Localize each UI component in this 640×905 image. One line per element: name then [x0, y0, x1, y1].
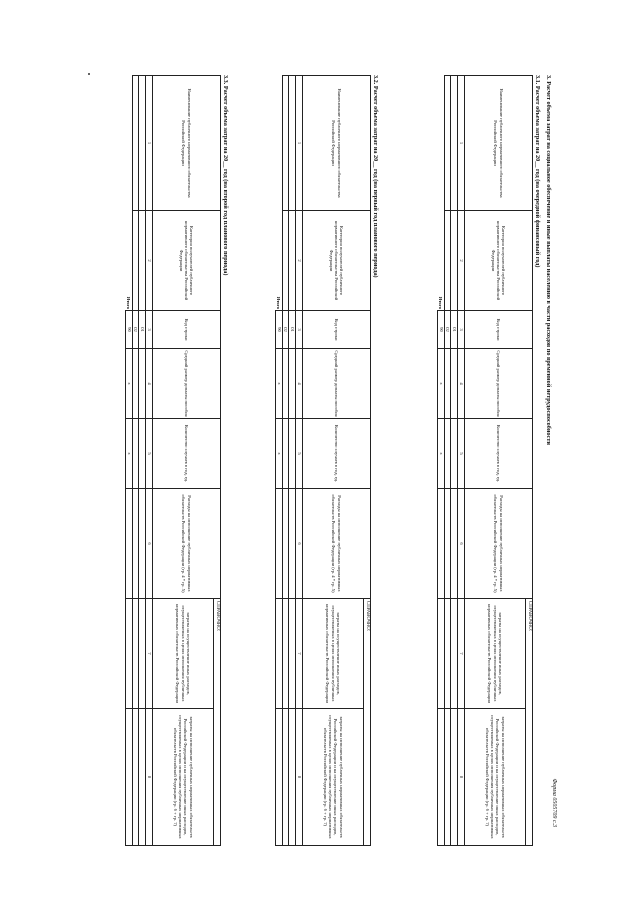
col-header-category: Категория получателей публичного нормативного обязательства Российской Федерации	[465, 211, 533, 311]
col-header-cases: Количество случаев в год, ед.	[465, 419, 533, 489]
table-row: 02	[444, 76, 451, 846]
col-header-expenses: Расходы на исполнение публичных нормативных обязательств Российской Федерации (гр. 4 * гр. 5)	[465, 489, 533, 599]
rotated-form	[50, 65, 560, 845]
col-header-expenses: Расходы на исполнение публичных нормативных обязательств Российской Федерации (гр. 4 * гр. 5)	[153, 489, 221, 599]
column-number-row: 1 2 3 4 5 6 7 8	[296, 76, 303, 846]
section-title: 3.3. Расчет объема затрат на 20__ год (на второй год планового периода)	[222, 75, 229, 276]
col-header-reference: СПРАВОЧНО:	[364, 599, 371, 846]
table-row: 01	[289, 76, 296, 846]
col-header-reference: СПРАВОЧНО:	[526, 599, 533, 846]
col-header-cases: Количество случаев в год, ед.	[153, 419, 221, 489]
col-header-cases: Количество случаев в год, ед.	[303, 419, 371, 489]
column-number-row: 1 2 3 4 5 6 7 8	[146, 76, 153, 846]
column-number-row: 1 2 3 4 5 6 7 8	[458, 76, 465, 846]
form-number: Форма 0505709 с.3	[551, 778, 557, 827]
col-header-name: Наименование публичного нормативного обязательства Российской Федерации	[465, 76, 533, 211]
col-header-reference: СПРАВОЧНО:	[214, 599, 221, 846]
calculation-table	[125, 75, 221, 846]
total-row: Итого 90 x x	[438, 76, 445, 846]
total-label: Итого	[126, 211, 133, 311]
section-title: 3.2. Расчет объема затрат на 20__ год (на первый год планового периода)	[372, 75, 379, 278]
col-header-code: Код строки	[153, 311, 221, 349]
section-3-2	[275, 75, 380, 845]
col-header-total-costs: затраты на исполнение публичных нормативных обязательств Российской Федерации и на осуществление иных расходов, осуществляемых в целях исполнения публичных нормативных обязательств Российской Федерации (гр. 6 + гр. 7)	[153, 709, 214, 846]
table-row: 01	[139, 76, 146, 846]
section-3-3	[125, 75, 230, 845]
col-header-avg-size: Средний размер доплаты пособия	[153, 349, 221, 419]
col-header-name: Наименование публичного нормативного обязательства Российской Федерации	[303, 76, 371, 211]
total-label: Итого	[276, 211, 283, 311]
calculation-table	[437, 75, 533, 846]
col-header-name: Наименование публичного нормативного обязательства Российской Федерации	[153, 76, 221, 211]
col-header-other-costs: затраты на осуществление иных расходов, осуществляемых в целях исполнения публичных нормативных обязательств Российской Федерации	[465, 599, 526, 709]
table-row: 02	[282, 76, 289, 846]
total-row: Итого 90 x x	[126, 76, 133, 846]
section-title: 3.1. Расчет объема затрат на 20__ год (на очередной финансовый год)	[534, 75, 541, 268]
main-heading: 3. Расчет объема затрат на социальное обеспечение и иные выплаты населению в части расходов по временной нетрудоспособности	[545, 75, 552, 445]
col-header-category: Категория получателей публичного нормативного обязательства Российской Федерации	[303, 211, 371, 311]
col-header-total-costs: затраты на исполнение публичных нормативных обязательств Российской Федерации и на осуществление иных расходов, осуществляемых в целях исполнения публичных нормативных обязательств Российской Федерации (гр. 6 + гр. 7)	[303, 709, 364, 846]
col-header-category: Категория получателей публичного нормативного обязательства Российской Федерации	[153, 211, 221, 311]
col-header-code: Код строки	[465, 311, 533, 349]
section-3-1	[437, 75, 542, 845]
col-header-avg-size: Средний размер доплаты пособия	[303, 349, 371, 419]
table-row: 02	[132, 76, 139, 846]
col-header-total-costs: затраты на исполнение публичных нормативных обязательств Российской Федерации и на осуществление иных расходов, осуществляемых в целях исполнения публичных нормативных обязательств Российской Федерации (гр. 6 + гр. 7)	[465, 709, 526, 846]
col-header-other-costs: затраты на осуществление иных расходов, осуществляемых в целях исполнения публичных нормативных обязательств Российской Федерации	[303, 599, 364, 709]
table-row: 01	[451, 76, 458, 846]
stray-dot	[88, 73, 90, 75]
total-row: Итого 90 x x	[276, 76, 283, 846]
col-header-other-costs: затраты на осуществление иных расходов, осуществляемых в целях исполнения публичных нормативных обязательств Российской Федерации	[153, 599, 214, 709]
col-header-avg-size: Средний размер доплаты пособия	[465, 349, 533, 419]
col-header-code: Код строки	[303, 311, 371, 349]
total-label: Итого	[438, 211, 445, 311]
calculation-table	[275, 75, 371, 846]
col-header-expenses: Расходы на исполнение публичных нормативных обязательств Российской Федерации (гр. 4 * гр. 5)	[303, 489, 371, 599]
